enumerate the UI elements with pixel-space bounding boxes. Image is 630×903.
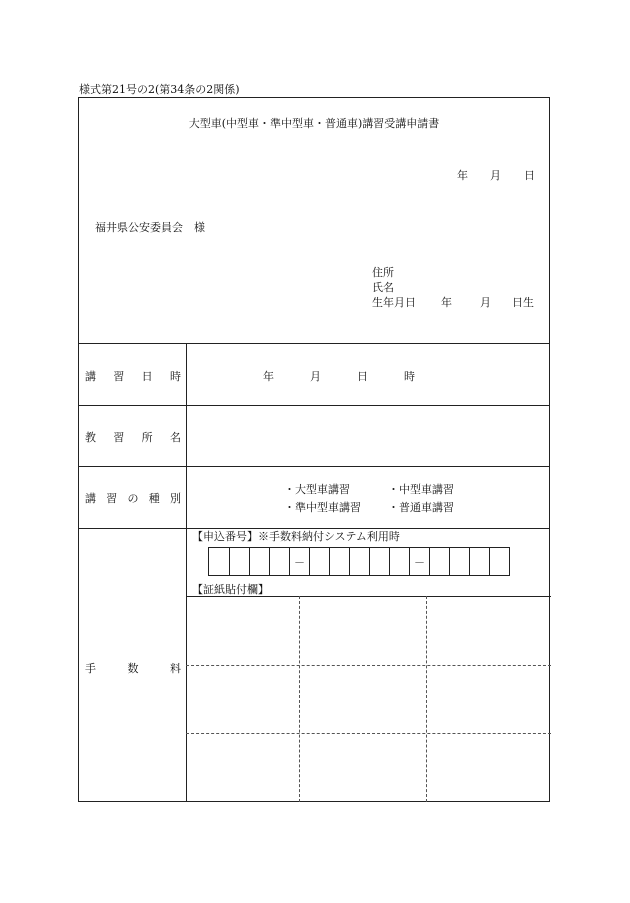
lecture-hour-label: 時: [404, 370, 415, 383]
label-char: 習: [113, 431, 125, 444]
digit-box[interactable]: [469, 548, 489, 575]
application-form: [78, 97, 550, 802]
addressee: 福井県公安委員会 様: [95, 221, 205, 234]
label-char: の: [127, 492, 139, 505]
option-semi-medium-vehicle: ・準中型車講習: [284, 501, 361, 514]
digit-box[interactable]: [349, 548, 369, 575]
label-char: 別: [170, 492, 181, 505]
stamp-grid-dashed-line: [426, 596, 427, 802]
date-month-label: 月: [490, 169, 501, 182]
label-char: 習: [113, 370, 125, 383]
digit-box[interactable]: [229, 548, 249, 575]
digit-box[interactable]: [489, 548, 509, 575]
row-divider: [79, 466, 549, 467]
digit-box[interactable]: [369, 548, 389, 575]
label-char: 手: [85, 662, 96, 675]
applicant-name-label: 氏名: [372, 281, 394, 294]
option-ordinary-vehicle: ・普通車講習: [388, 501, 454, 514]
date-day-label: 日: [524, 169, 535, 182]
label-char: 料: [170, 662, 181, 675]
digit-box[interactable]: [389, 548, 409, 575]
stamp-grid-dashed-line: [299, 596, 300, 802]
digit-box[interactable]: [249, 548, 269, 575]
label-char: 日: [141, 370, 153, 383]
label-char: 講: [85, 492, 96, 505]
fee-label: [85, 660, 181, 676]
label-char: 習: [106, 492, 118, 505]
digit-box-separator: －: [289, 548, 309, 575]
digit-box[interactable]: [209, 548, 229, 575]
label-char: 時: [169, 370, 181, 383]
label-char: 種: [148, 492, 160, 505]
digit-box[interactable]: [269, 548, 289, 575]
digit-box[interactable]: [429, 548, 449, 575]
digit-box-separator: －: [409, 548, 429, 575]
label-char: 所: [141, 431, 153, 444]
lecture-month-label: 月: [310, 370, 321, 383]
row-divider: [79, 343, 549, 344]
date-year-label: 年: [457, 169, 468, 182]
digit-box[interactable]: [309, 548, 329, 575]
birth-day-label: 日生: [512, 296, 534, 309]
form-number-label: 様式第21号の2(第34条の2関係): [79, 83, 240, 96]
option-large-vehicle: ・大型車講習: [284, 483, 350, 496]
label-char: 名: [169, 431, 181, 444]
form-title: 大型車(中型車・準中型車・普通車)講習受講申請書: [188, 117, 440, 130]
stamp-grid-dashed-line: [186, 733, 551, 734]
lecture-year-label: 年: [263, 370, 274, 383]
lecture-type-label: [85, 490, 181, 506]
label-char: 数: [127, 662, 139, 675]
option-medium-vehicle: ・中型車講習: [388, 483, 454, 496]
application-number-boxes: [208, 547, 510, 576]
applicant-address-label: 住所: [372, 266, 394, 279]
lecture-datetime-label: [85, 368, 181, 384]
application-number-label: 【申込番号】※手数料納付システム利用時: [192, 530, 400, 543]
digit-box[interactable]: [449, 548, 469, 575]
digit-box[interactable]: [329, 548, 349, 575]
row-divider: [79, 405, 549, 406]
birth-month-label: 月: [480, 296, 491, 309]
applicant-birthdate-label: 生年月日: [372, 296, 416, 309]
label-char: 教: [85, 431, 96, 444]
stamp-grid-dashed-line: [186, 665, 551, 666]
birth-year-label: 年: [441, 296, 452, 309]
stamp-grid-top-line: [186, 596, 551, 597]
label-char: 講: [85, 370, 96, 383]
driving-school-name-label: [85, 429, 181, 445]
lecture-day-label: 日: [357, 370, 368, 383]
stamp-area-label: 【証紙貼付欄】: [192, 583, 269, 596]
